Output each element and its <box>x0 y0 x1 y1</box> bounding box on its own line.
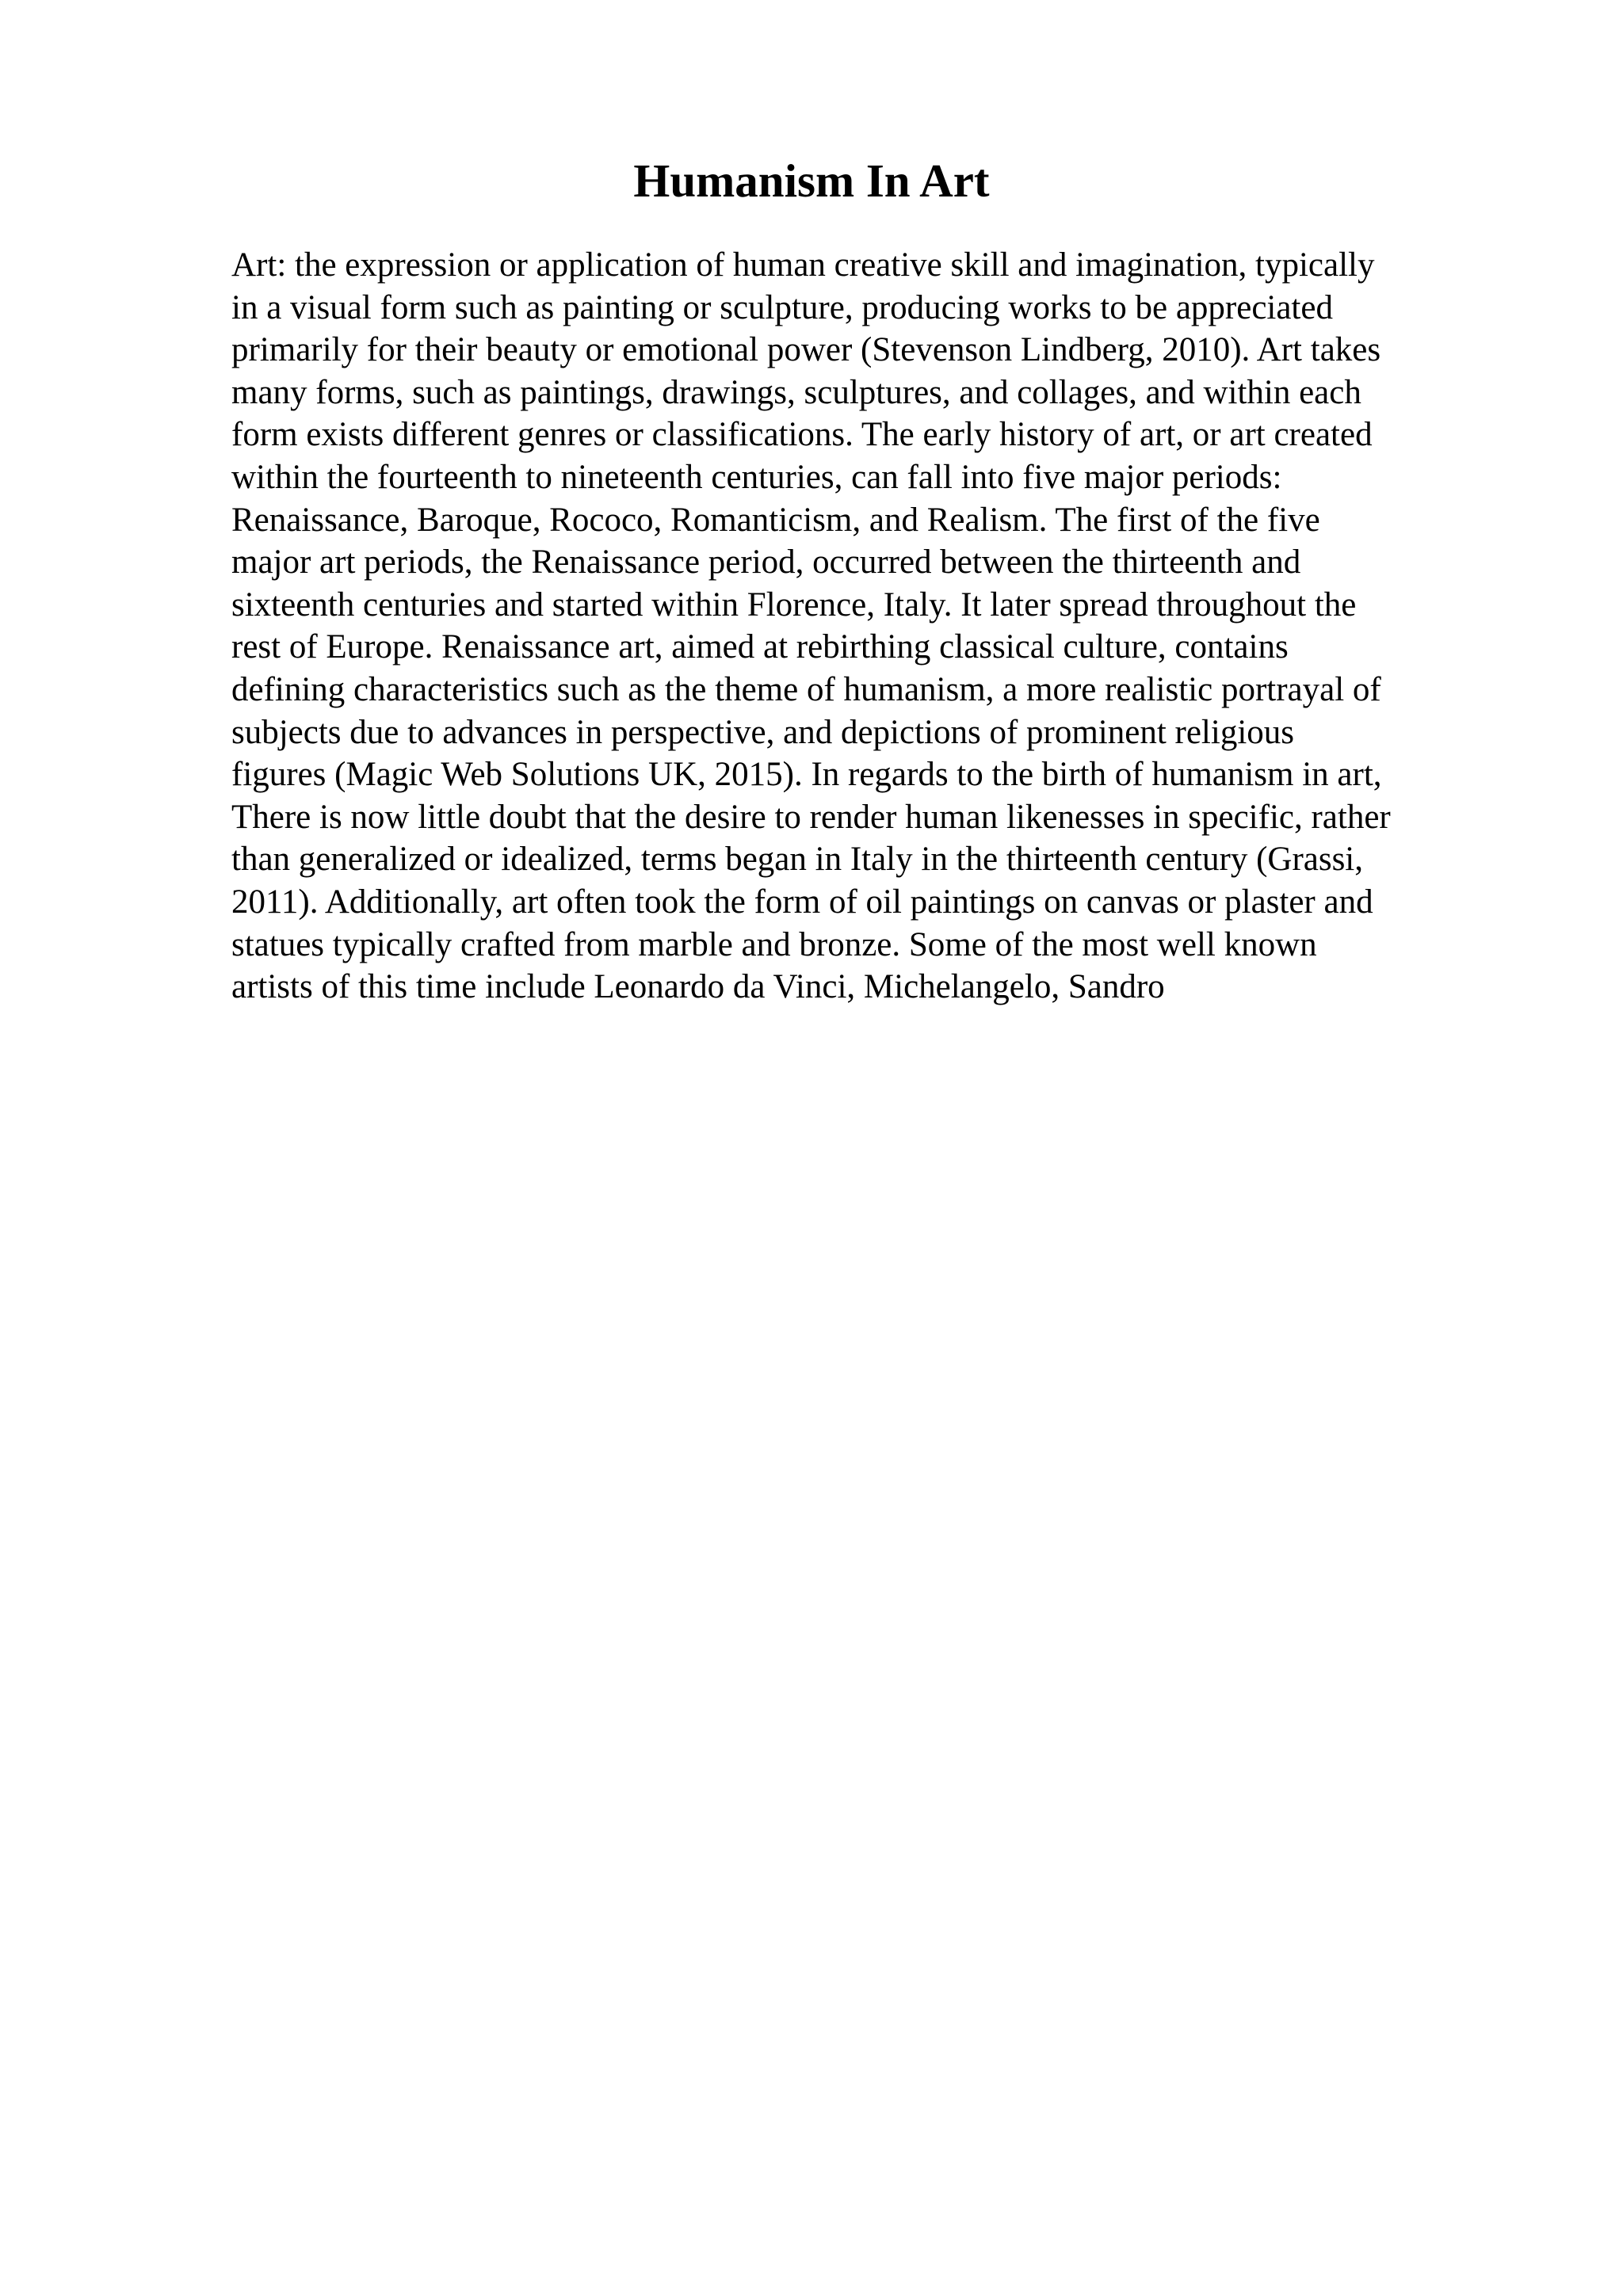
paragraph-line: rest of Europe. Renaissance art, aimed at rebirthing classical culture, contains <box>231 628 1289 666</box>
paragraph-line: statues typically crafted from marble and bronze. Some of the most well known <box>231 925 1317 963</box>
paragraph-line: in a visual form such as painting or sculpture, producing works to be appreciated <box>231 288 1333 326</box>
paragraph-line: sixteenth centuries and started within Florence, Italy. It later spread throughout the <box>231 585 1357 624</box>
paragraph-line: many forms, such as paintings, drawings, sculptures, and collages, and within each <box>231 373 1361 411</box>
paragraph-line: There is now little doubt that the desire to render human likenesses in specific, rather <box>231 798 1391 836</box>
paragraph-line: Art: the expression or application of human creative skill and imagination, typically <box>231 246 1375 284</box>
paragraph-line: major art periods, the Renaissance period, occurred between the thirteenth and <box>231 543 1301 582</box>
paragraph-line: Renaissance, Baroque, Rococo, Romanticism, and Realism. The first of the five <box>231 501 1320 539</box>
paragraph-line: within the fourteenth to nineteenth centuries, can fall into five major periods: <box>231 458 1282 496</box>
paragraph-line: than generalized or idealized, terms began in Italy in the thirteenth century (Grassi, <box>231 841 1364 879</box>
paragraph-line: artists of this time include Leonardo da Vinci, Michelangelo, Sandro <box>231 968 1165 1006</box>
paragraph-line: form exists different genres or classifications. The early history of art, or art created <box>231 416 1373 454</box>
paragraph-line: primarily for their beauty or emotional power (Stevenson Lindberg, 2010). Art takes <box>231 331 1381 369</box>
paragraph-line: figures (Magic Web Solutions UK, 2015). In regards to the birth of humanism in art, <box>231 756 1382 794</box>
body-paragraph <box>231 244 1515 1009</box>
paragraph-line: 2011). Additionally, art often took the form of oil paintings on canvas or plaster and <box>231 883 1373 921</box>
document-title: Humanism In Art <box>633 154 990 207</box>
paragraph-line: defining characteristics such as the theme of humanism, a more realistic portrayal of <box>231 670 1381 708</box>
paragraph-line: subjects due to advances in perspective, and depictions of prominent religious <box>231 713 1294 751</box>
